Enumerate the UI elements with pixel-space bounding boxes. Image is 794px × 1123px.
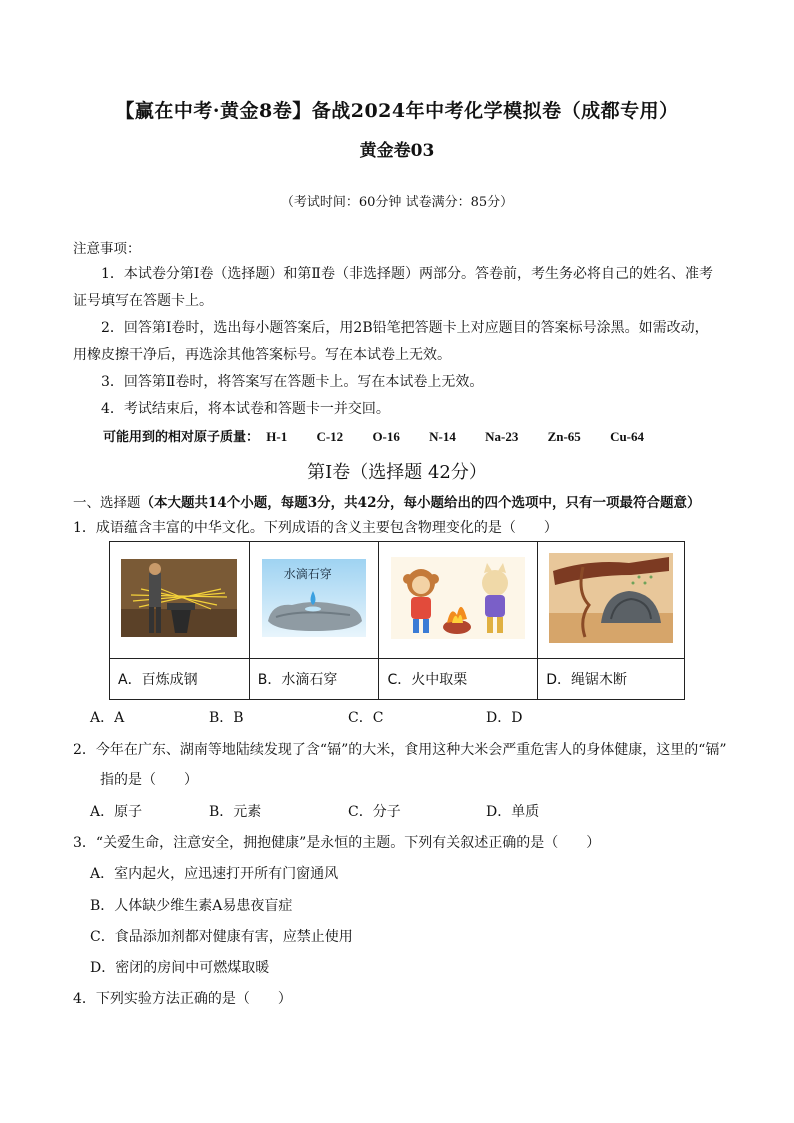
table-label-c: C．火中取栗 xyxy=(379,659,538,700)
notes-heading: 注意事项： xyxy=(73,241,141,257)
q2-option-c[interactable]: C．分子 xyxy=(348,804,401,820)
question-4-stem: 4．下列实验方法正确的是（ ） xyxy=(73,991,292,1007)
image-cell-b xyxy=(249,542,379,659)
q3-option-b[interactable]: B．人体缺少维生素A易患夜盲症 xyxy=(90,898,293,914)
mass-item: Zn-65 xyxy=(547,429,581,444)
instruction-prefix: 一、选择题 xyxy=(73,495,141,511)
q1-option-d[interactable]: D．D xyxy=(486,710,523,726)
q1-option-c[interactable]: C．C xyxy=(348,710,384,726)
question-2-stem: 2．今年在广东、湖南等地陆续发现了含“镉”的大米，食用这种大米会严重危害人的身体健康，这里的“镉” xyxy=(73,742,727,758)
question-1-table xyxy=(109,541,685,700)
q1-option-a[interactable]: A．A xyxy=(90,710,125,726)
note-line-3: 2．回答第Ⅰ卷时，选出每小题答案后，用2B铅笔把答题卡上对应题目的答案标号涂黑。如需改动， xyxy=(101,320,709,336)
section-title: 第Ⅰ卷（选择题 42分） xyxy=(307,462,487,483)
q2-option-b[interactable]: B．元素 xyxy=(209,804,262,820)
mass-item: H-1 xyxy=(266,429,288,444)
mass-item: Na-23 xyxy=(485,429,519,444)
instruction-detail: （本大题共14个小题，每题3分，共42分，每小题给出的四个选项中，只有一项最符合题意） xyxy=(140,495,701,511)
q2-option-d[interactable]: D．单质 xyxy=(486,804,540,820)
image-cell-a xyxy=(110,542,250,659)
mass-item: N-14 xyxy=(429,429,456,444)
document-title: 【赢在中考·黄金8卷】备战2024年中考化学模拟卷（成都专用） xyxy=(115,100,679,122)
note-line-2: 证号填写在答题卡上。 xyxy=(73,293,213,309)
rope-saw-wood-image xyxy=(549,553,673,643)
blacksmith-image xyxy=(121,559,237,637)
section-instruction xyxy=(73,491,700,511)
note-line-5: 3．回答第Ⅱ卷时，将答案写在答题卡上。写在本试卷上无效。 xyxy=(101,374,484,390)
q3-option-a[interactable]: A．室内起火，应迅速打开所有门窗通风 xyxy=(90,866,339,882)
q1-option-b[interactable]: B．B xyxy=(209,710,244,726)
question-3-stem: 3．“关爱生命，注意安全，拥抱健康”是永恒的主题。下列有关叙述正确的是（ ） xyxy=(73,835,601,851)
masses-label: 可能用到的相对原子质量： xyxy=(103,429,260,444)
question-2-stem-cont: 指的是（ ） xyxy=(100,772,198,788)
q2-option-a[interactable]: A．原子 xyxy=(90,804,143,820)
note-line-6: 4．考试结束后，将本试卷和答题卡一并交回。 xyxy=(101,401,390,417)
table-label-d: D．绳锯木断 xyxy=(538,659,685,700)
mass-item: O-16 xyxy=(372,429,400,444)
image-cell-c xyxy=(379,542,538,659)
question-1-stem: 1．成语蕴含丰富的中华文化。下列成语的含义主要包含物理变化的是（ ） xyxy=(73,520,558,536)
note-line-1: 1．本试卷分第Ⅰ卷（选择题）和第Ⅱ卷（非选择题）两部分。答卷前，考生务必将自己的姓名、准考 xyxy=(101,266,713,282)
table-label-a: A．百炼成钢 xyxy=(110,659,250,700)
note-line-4: 用橡皮擦干净后，再选涂其他答案标号。写在本试卷上无效。 xyxy=(73,347,451,363)
table-label-b: B．水滴石穿 xyxy=(249,659,379,700)
exam-info: （考试时间：60分钟 试卷满分：85分） xyxy=(280,195,514,210)
image-cell-d xyxy=(538,542,685,659)
image-caption: 水滴石穿 xyxy=(283,567,332,581)
q3-option-c[interactable]: C．食品添加剂都对健康有害，应禁止使用 xyxy=(90,929,353,945)
mass-item: Cu-64 xyxy=(610,429,645,444)
mass-item: C-12 xyxy=(316,429,344,444)
monkey-cat-fire-image xyxy=(391,557,525,639)
q3-option-d[interactable]: D．密闭的房间中可燃煤取暖 xyxy=(90,960,270,976)
paper-subtitle: 黄金卷03 xyxy=(359,141,435,161)
atomic-masses xyxy=(103,426,670,445)
